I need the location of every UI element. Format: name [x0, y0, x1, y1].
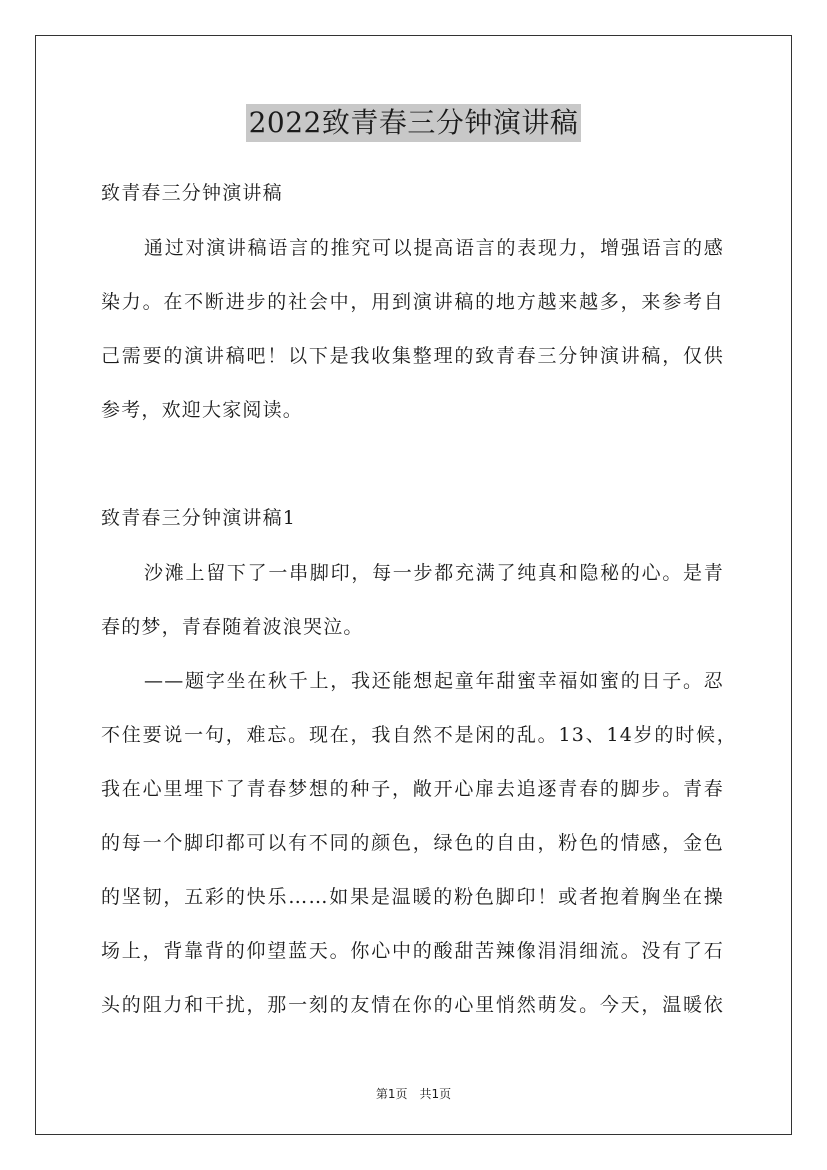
- body-line: ——题字坐在秋千上，我还能想起童年甜蜜幸福如蜜的日子。忍: [144, 670, 724, 692]
- body-line: 沙滩上留下了一串脚印，每一步都充满了纯真和隐秘的心。是青: [144, 562, 724, 584]
- body-line: 的坚韧，五彩的快乐……如果是温暖的粉色脚印！或者抱着胸坐在操: [101, 886, 724, 908]
- page-footer: 第1页 共1页: [375, 1087, 452, 1101]
- body-line: 不住要说一句，难忘。现在，我自然不是闲的乱。13、14岁的时候，: [101, 724, 737, 746]
- document-title: 2022致青春三分钟演讲稿: [246, 104, 582, 142]
- intro-line: 染力。在不断进步的社会中，用到演讲稿的地方越来越多，来参考自: [101, 291, 724, 313]
- intro-line: 己需要的演讲稿吧！以下是我收集整理的致青春三分钟演讲稿，仅供: [101, 345, 724, 367]
- body-line: 我在心里埋下了青春梦想的种子，敞开心扉去追逐青春的脚步。青春: [101, 778, 724, 800]
- body-line: 头的阻力和干扰，那一刻的友情在你的心里悄然萌发。今天，温暖依: [101, 994, 724, 1016]
- intro-line: 参考，欢迎大家阅读。: [101, 399, 304, 421]
- body-line: 场上，背靠背的仰望蓝天。你心中的酸甜苦辣像涓涓细流。没有了石: [101, 940, 724, 962]
- document-subtitle: 致青春三分钟演讲稿: [101, 182, 283, 204]
- body-line: 春的梦，青春随着波浪哭泣。: [101, 616, 364, 638]
- section-heading: 致青春三分钟演讲稿1: [101, 507, 297, 529]
- body-line: 的每一个脚印都可以有不同的颜色，绿色的自由，粉色的情感，金色: [101, 832, 724, 854]
- title-container: [0, 104, 827, 142]
- intro-line: 通过对演讲稿语言的推究可以提高语言的表现力，增强语言的感: [144, 237, 724, 259]
